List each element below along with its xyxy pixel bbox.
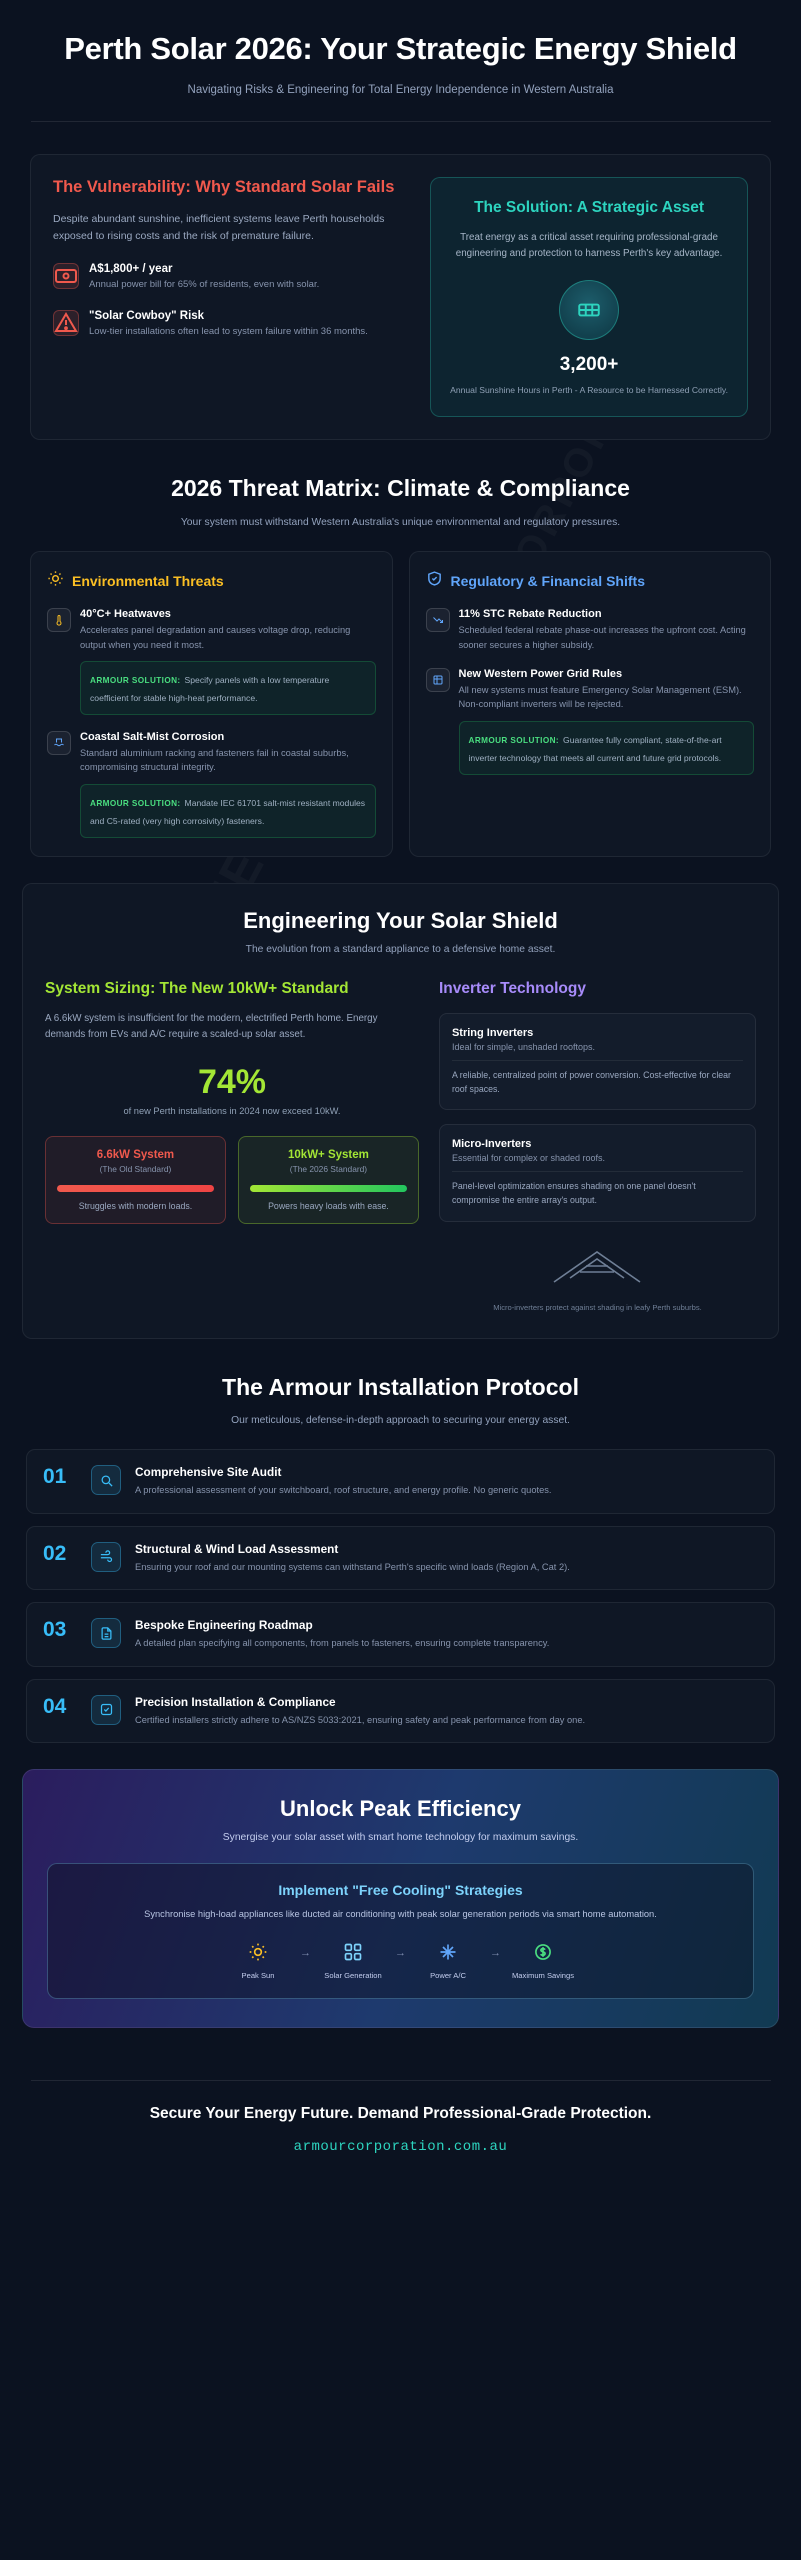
risk-title: A$1,800+ / year <box>89 262 173 275</box>
step-number: 02 <box>43 1541 67 1565</box>
risk-desc: Annual power bill for 65% of residents, even with solar. <box>89 278 320 290</box>
sunshine-hours-caption: Annual Sunshine Hours in Perth - A Resource to be Harnessed Correctly. <box>450 384 728 395</box>
inverter-subtitle: Ideal for simple, unshaded rooftops. <box>451 1042 596 1053</box>
inverter-desc: Panel-level optimization ensures shading on one panel doesn't compromise the entire array's output. <box>452 1171 743 1207</box>
vulnerability-heading: The Vulnerability: Why Standard Solar Fails <box>53 178 395 197</box>
inverter-subtitle: Essential for complex or shaded roofs. <box>451 1153 606 1164</box>
threat-title: 11% STC Rebate Reduction <box>458 608 602 621</box>
comparison-subtitle: (The 2026 Standard) <box>289 1163 368 1174</box>
column-title: Regulatory & Financial Shifts <box>450 573 645 590</box>
step-number: 03 <box>43 1618 67 1642</box>
inverter-desc: A reliable, centralized point of power conversion. Cost-effective for clear roof spaces. <box>452 1060 743 1096</box>
threat-matrix-title: 2026 Threat Matrix: Climate & Compliance <box>171 475 630 502</box>
savings-icon <box>507 1940 579 1964</box>
threat-item <box>426 668 755 712</box>
comparison-title: 10kW+ System <box>288 1148 369 1161</box>
protocol-title: The Armour Installation Protocol <box>222 1373 579 1400</box>
flow-step <box>412 1940 484 1980</box>
inverter-heading: Inverter Technology <box>438 979 586 997</box>
armour-solution-box <box>80 661 376 715</box>
solar-panel-icon <box>559 280 619 340</box>
column-title: Environmental Threats <box>72 573 224 590</box>
threat-title: New Western Power Grid Rules <box>458 667 623 680</box>
bill-icon <box>53 263 79 289</box>
armour-solution-box <box>459 721 755 775</box>
flow-label: Maximum Savings <box>511 1970 575 1980</box>
comparison-new <box>238 1136 419 1224</box>
protocol-step <box>26 1526 775 1590</box>
step-number: 01 <box>43 1465 67 1489</box>
solution-label: ARMOUR SOLUTION: <box>90 798 181 808</box>
column-header <box>47 570 376 592</box>
engineering-subtitle: The evolution from a standard appliance to a defensive home asset. <box>245 943 556 955</box>
flow-label: Power A/C <box>430 1970 466 1980</box>
flow-arrow: → <box>490 1946 501 1959</box>
solar-grid-icon <box>317 1940 389 1964</box>
grid-icon <box>426 668 450 692</box>
comparison-bar <box>57 1185 214 1192</box>
comparison-desc: Struggles with modern loads. <box>78 1200 193 1211</box>
comparison-title: 6.6kW System <box>96 1148 175 1161</box>
comparison-desc: Powers heavy loads with ease. <box>268 1200 389 1211</box>
flow-arrow: → <box>300 1946 311 1959</box>
page-subtitle: Navigating Risks & Engineering for Total Energy Independence in Western Australia <box>187 83 614 96</box>
step-number: 04 <box>43 1694 67 1718</box>
threat-matrix-subtitle: Your system must withstand Western Australia's unique environmental and regulatory pressures. <box>180 517 621 529</box>
protocol-step <box>26 1679 775 1743</box>
threat-matrix-header <box>0 474 801 531</box>
free-cooling-title: Implement "Free Cooling" Strategies <box>278 1882 523 1899</box>
risk-item <box>53 263 412 292</box>
solution-heading: The Solution: A Strategic Asset <box>474 199 705 217</box>
protocol-step <box>26 1602 775 1666</box>
efficiency-section <box>22 1769 779 2028</box>
solution-card <box>430 177 748 417</box>
threat-title: 40°C+ Heatwaves <box>80 608 171 621</box>
step-title: Precision Installation & Compliance <box>135 1694 336 1709</box>
efficiency-flow <box>64 1940 737 1980</box>
flow-label: Peak Sun <box>241 1970 275 1980</box>
step-desc: Ensuring your roof and our mounting systems can withstand Perth's specific wind loads (Region A, Cat 2). <box>135 1561 570 1572</box>
vulnerability-section <box>0 154 801 440</box>
magnifier-icon <box>91 1465 121 1495</box>
solution-body: Treat energy as a critical asset requiring professional-grade engineering and protection to harness Perth's key advantage. <box>455 232 723 259</box>
inverter-title: String Inverters <box>451 1027 534 1040</box>
engineering-title: Engineering Your Solar Shield <box>243 907 558 933</box>
hero-divider <box>31 121 771 122</box>
footer-divider <box>31 2080 771 2081</box>
risk-item <box>53 310 412 339</box>
environmental-threats-column <box>30 551 393 857</box>
sizing-percent-caption: of new Perth installations in 2024 now exceed 10kW. <box>123 1105 341 1116</box>
document-icon <box>91 1618 121 1648</box>
sun-icon <box>47 570 64 592</box>
inverter-option <box>439 1124 756 1221</box>
comparison-bar <box>250 1185 407 1192</box>
protocol-subtitle: Our meticulous, defense-in-depth approach to securing your energy asset. <box>231 1415 570 1427</box>
free-cooling-body: Synchronise high-load appliances like ducted air conditioning with peak solar generation periods via smart home automation. <box>144 1909 657 1920</box>
diagram-caption: Micro-inverters protect against shading in leafy Perth suburbs. <box>493 1302 702 1312</box>
compliance-check-icon <box>91 1695 121 1725</box>
regulatory-shifts-column <box>409 551 772 857</box>
risk-title: "Solar Cowboy" Risk <box>89 310 205 323</box>
armour-solution-box <box>80 784 376 838</box>
threat-desc: Standard aluminium racking and fasteners fail in coastal suburbs, compromising structural integrity. <box>80 747 349 773</box>
hero-section <box>0 0 801 132</box>
flow-step <box>222 1940 294 1980</box>
comparison-subtitle: (The Old Standard) <box>99 1163 172 1174</box>
threat-desc: All new systems must feature Emergency Solar Management (ESM). Non-compliant inverters will be rejected. <box>458 684 742 710</box>
flow-arrow: → <box>395 1946 406 1959</box>
shield-check-icon <box>426 570 443 592</box>
footer-url[interactable]: armourcorporation.com.au <box>293 2138 508 2155</box>
solution-label: ARMOUR SOLUTION: <box>468 735 560 745</box>
column-header <box>426 570 755 592</box>
sun-icon <box>222 1940 294 1964</box>
step-title: Comprehensive Site Audit <box>135 1465 282 1480</box>
aircon-icon <box>412 1940 484 1964</box>
wind-load-icon <box>91 1542 121 1572</box>
salt-wave-icon <box>47 731 71 755</box>
protocol-steps <box>0 1449 801 1743</box>
threat-matrix-columns <box>0 551 801 857</box>
vulnerability-column <box>53 177 412 417</box>
risk-desc: Low-tier installations often lead to system failure within 36 months. <box>89 326 368 338</box>
sizing-heading: System Sizing: The New 10kW+ Standard <box>45 979 349 997</box>
free-cooling-card <box>47 1863 754 1999</box>
step-desc: Certified installers strictly adhere to AS/NZS 5033:2021, ensuring safety and peak performance from day one. <box>135 1714 586 1725</box>
efficiency-title: Unlock Peak Efficiency <box>280 1796 521 1822</box>
threat-item <box>426 608 755 652</box>
warning-triangle-icon <box>53 310 79 336</box>
threat-desc: Scheduled federal rebate phase-out increases the upfront cost. Acting sooner secures a higher subsidy. <box>458 625 746 650</box>
protocol-header <box>0 1373 801 1430</box>
solution-text: Guarantee fully compliant, state-of-the-art inverter technology that meets all current and future grid protocols. <box>468 734 722 763</box>
threat-title: Coastal Salt-Mist Corrosion <box>80 730 225 743</box>
protocol-step <box>26 1449 775 1513</box>
step-title: Structural & Wind Load Assessment <box>135 1541 339 1556</box>
thermometer-icon <box>47 608 71 632</box>
system-comparison <box>45 1136 419 1224</box>
step-title: Bespoke Engineering Roadmap <box>135 1618 313 1633</box>
solution-text: Specify panels with a low temperature coefficient for stable high-heat performance. <box>90 674 330 703</box>
sizing-percent: 74% <box>197 1062 266 1101</box>
engineering-section <box>22 883 779 1339</box>
vulnerability-body: Despite abundant sunshine, inefficient systems leave Perth households exposed to rising costs and the risk of premature failure. <box>53 212 385 242</box>
footer-cta: Secure Your Energy Future. Demand Professional-Grade Protection. <box>149 2104 652 2122</box>
footer-section <box>0 2058 801 2185</box>
solution-text: Mandate IEC 61701 salt-mist resistant modules and C5-rated (very high corrosivity) fasteners. <box>90 797 366 826</box>
comparison-old <box>45 1136 226 1224</box>
inverter-title: Micro-Inverters <box>451 1138 532 1151</box>
page-title: Perth Solar 2026: Your Strategic Energy Shield <box>64 31 737 66</box>
sizing-body: A 6.6kW system is insufficient for the modern, electrified Perth home. Energy demands from EVs and A/C require a scaled-up solar asset. <box>45 1013 378 1041</box>
flow-step <box>317 1940 389 1980</box>
trend-down-icon <box>426 608 450 632</box>
step-desc: A professional assessment of your switchboard, roof structure, and energy profile. No generic quotes. <box>135 1485 552 1496</box>
flow-label: Solar Generation <box>324 1970 382 1980</box>
threat-item <box>47 608 376 652</box>
efficiency-subtitle: Synergise your solar asset with smart home technology for maximum savings. <box>222 1832 579 1844</box>
inverter-diagram <box>439 1238 756 1312</box>
sunshine-hours-value: 3,200+ <box>559 353 619 375</box>
flow-step <box>507 1940 579 1980</box>
solution-label: ARMOUR SOLUTION: <box>90 675 181 685</box>
threat-item <box>47 731 376 775</box>
inverter-option <box>439 1013 756 1110</box>
step-desc: A detailed plan specifying all components, from panels to fasteners, ensuring complete transparency. <box>135 1638 550 1649</box>
inverter-column <box>439 979 756 1312</box>
system-sizing-column <box>45 979 419 1312</box>
threat-desc: Accelerates panel degradation and causes voltage drop, reducing output when you need it most. <box>80 625 351 650</box>
house-with-panels-icon <box>542 1277 652 1294</box>
